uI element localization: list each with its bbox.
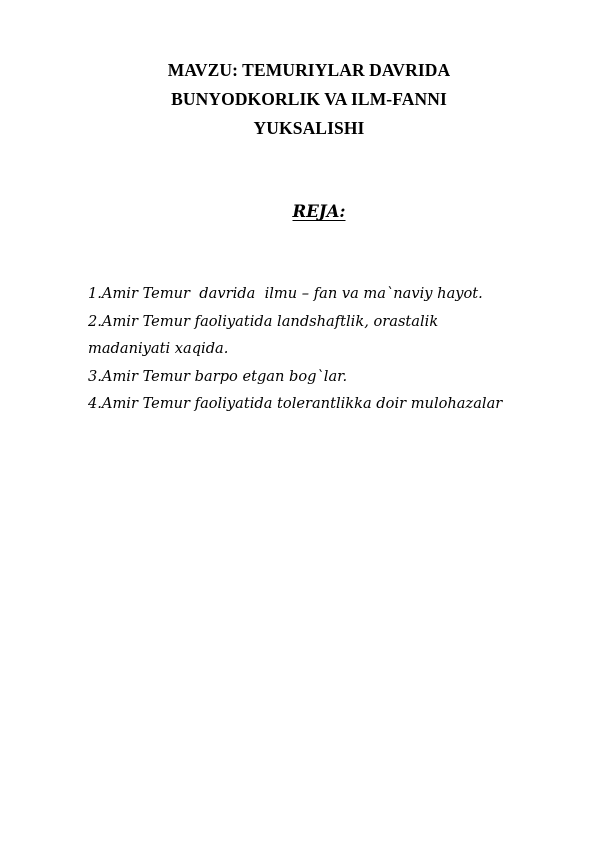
- plan-item-2-continuation: madaniyati xaqida.: [88, 340, 229, 357]
- plan-list: [88, 280, 568, 418]
- title-line-1: MAVZU: TEMURIYLAR DAVRIDA: [167, 60, 451, 80]
- plan-item-2: 2.Amir Temur faoliyatida landshaftlik, orastalik: [88, 312, 439, 330]
- plan-item-3: 3.Amir Temur barpo etgan bog`lar.: [88, 367, 348, 385]
- plan-heading-text: REJA:: [292, 202, 346, 221]
- plan-item-4: 4.Amir Temur faoliyatida tolerantlikka doir mulohazalar: [88, 395, 503, 412]
- plan-heading: [0, 199, 596, 225]
- title-line-2: BUNYODKORLIK VA ILM-FANNI: [171, 89, 447, 109]
- title-line-3: YUKSALISHI: [253, 118, 365, 138]
- document-title: [0, 56, 596, 143]
- plan-item-1: 1.Amir Temur davrida ilmu – fan va ma`naviy hayot.: [88, 285, 483, 302]
